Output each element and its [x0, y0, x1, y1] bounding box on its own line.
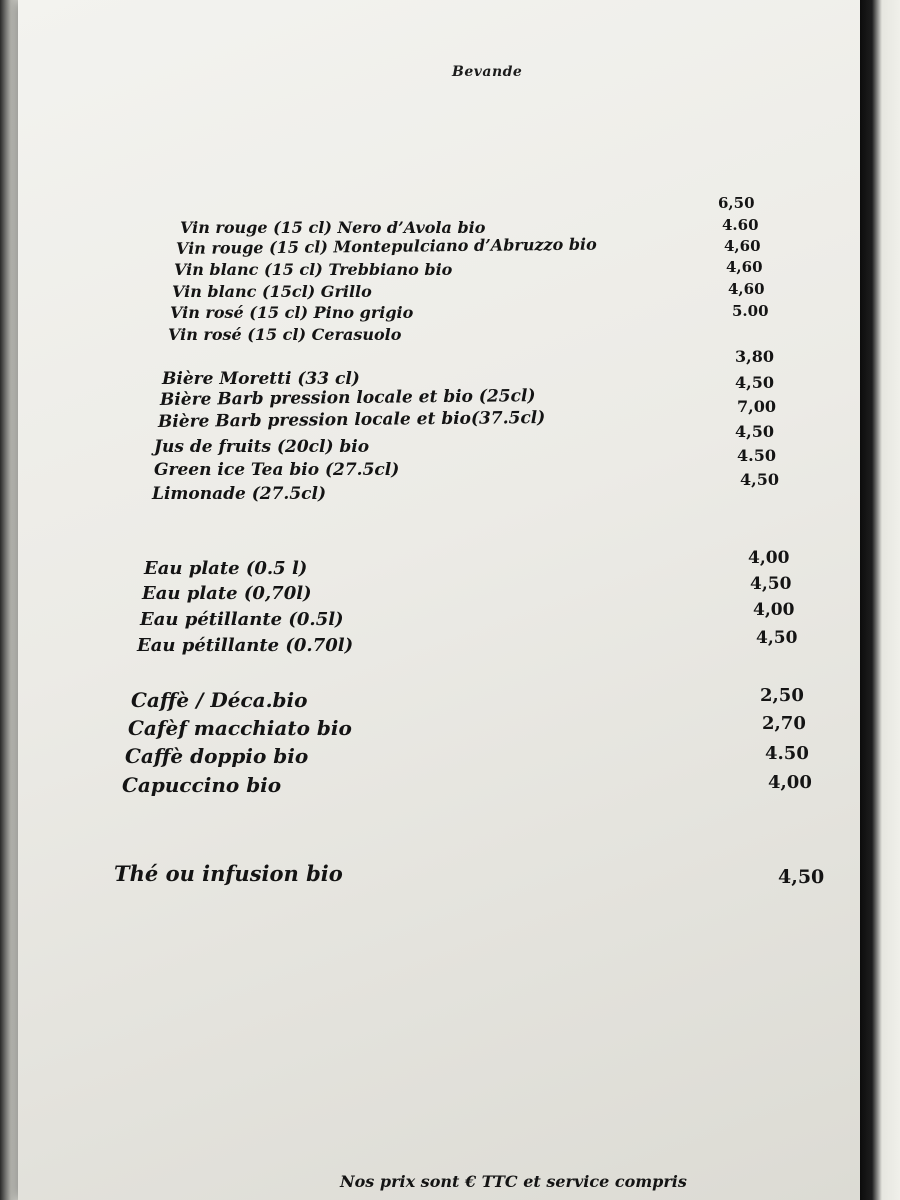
menu-item-price: 6,50: [718, 194, 755, 212]
menu-item-name: Eau plate (0,70l): [142, 583, 312, 604]
menu-item-price: 4,50: [735, 422, 774, 441]
menu-item-name: Eau pétillante (0.70l): [137, 635, 354, 656]
menu-cover-left-edge: [0, 0, 18, 1200]
menu-item-name: Vin rouge (15 cl) Montepulciano d’Abruzzo bio: [175, 234, 597, 258]
menu-item-price: 4,50: [750, 574, 792, 594]
menu-cover-right-edge: [860, 0, 900, 1200]
menu-item-name: Vin rosé (15 cl) Pino grigio: [170, 303, 414, 322]
menu-item-price: 4.60: [722, 216, 759, 234]
menu-item-price: 4,50: [778, 866, 825, 888]
menu-item-name: Cafèf macchiato bio: [128, 716, 352, 740]
menu-item-price: 4,60: [728, 280, 765, 298]
menu-item-price: 3,80: [735, 347, 774, 366]
menu-item-name: Green ice Tea bio (27.5cl): [154, 460, 400, 480]
menu-item-price: 4,00: [748, 548, 790, 568]
menu-item-price: 4,00: [768, 772, 812, 793]
menu-item-price: 4,60: [724, 237, 761, 255]
menu-item-price: 4,00: [753, 600, 795, 620]
menu-item-name: Jus de fruits (20cl) bio: [154, 437, 370, 457]
menu-item-name: Vin blanc (15 cl) Trebbiano bio: [174, 260, 453, 279]
menu-item-price: 7,00: [737, 397, 776, 416]
menu-item-name: Bière Barb pression locale et bio(37.5cl): [157, 407, 546, 432]
menu-item-name: Vin rosé (15 cl) Cerasuolo: [168, 325, 402, 344]
price-note: Nos prix sont € TTC et service compris: [340, 1172, 687, 1191]
menu-item-price: 4,50: [756, 628, 798, 648]
menu-item-price: 2,50: [760, 685, 804, 706]
menu-item-name: Limonade (27.5cl): [152, 484, 327, 504]
menu-item-name: Caffè / Déca.bio: [131, 688, 308, 712]
menu-item-name: Vin rouge (15 cl) Nero d’Avola bio: [180, 218, 486, 237]
menu-item-price: 5.00: [732, 302, 769, 320]
menu-item-name: Bière Moretti (33 cl): [162, 369, 360, 389]
menu-item-price: 4,60: [726, 258, 763, 276]
menu-item-name: Eau pétillante (0.5l): [140, 609, 344, 630]
menu-title: Bevande: [452, 64, 523, 80]
menu-item-price: 4,50: [735, 373, 774, 392]
menu-item-price: 4.50: [765, 743, 809, 764]
menu-item-name: Bière Barb pression locale et bio (25cl): [159, 386, 536, 410]
menu-item-name: Vin blanc (15cl) Grillo: [172, 282, 372, 301]
menu-item-name: Capuccino bio: [122, 773, 282, 797]
menu-item-name: Thé ou infusion bio: [114, 861, 343, 886]
menu-item-name: Eau plate (0.5 l): [144, 558, 308, 579]
menu-item-price: 4,50: [740, 470, 779, 489]
menu-item-name: Caffè doppio bio: [125, 744, 309, 768]
menu-item-price: 2,70: [762, 713, 806, 734]
menu-item-price: 4.50: [737, 446, 776, 465]
